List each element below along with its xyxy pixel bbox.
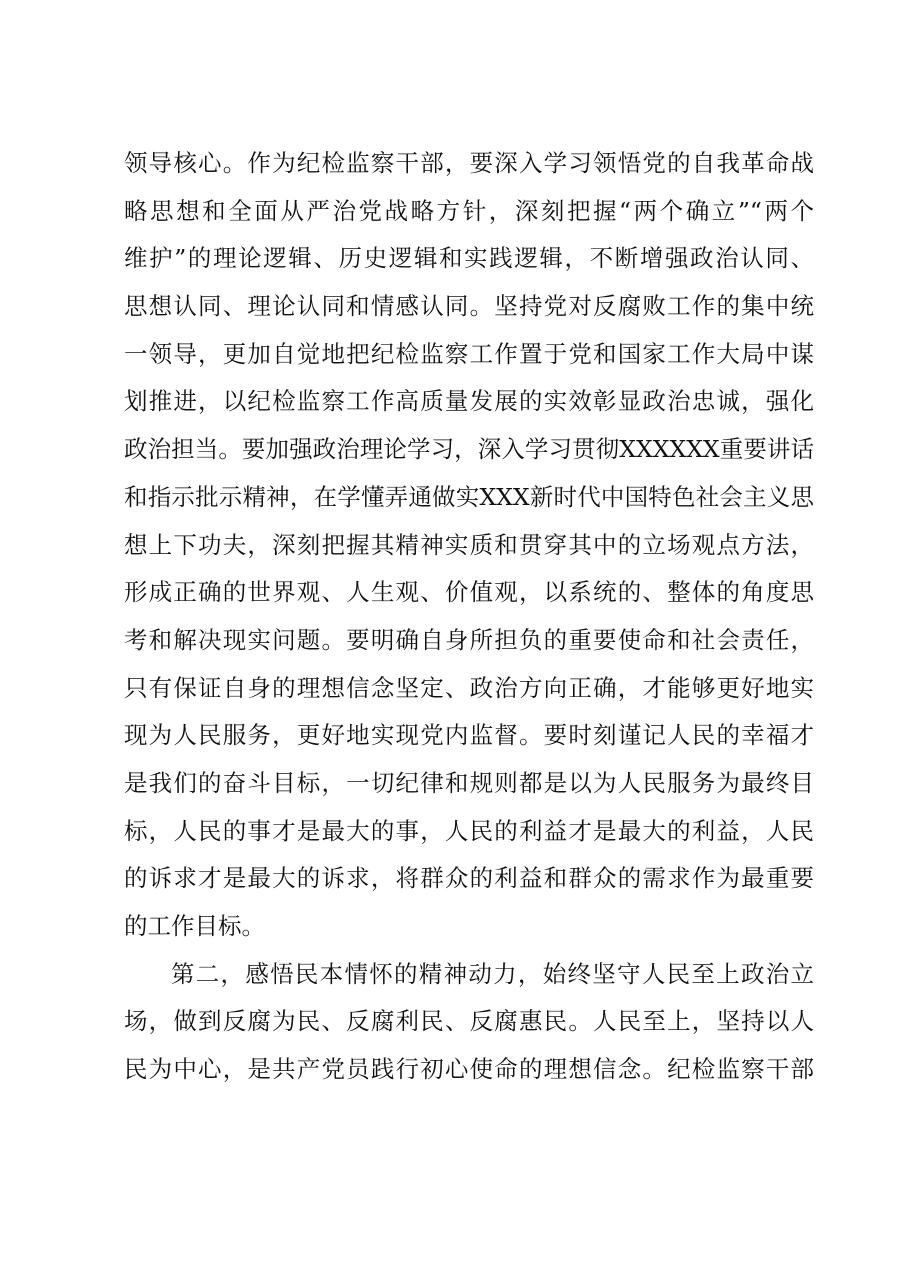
- text-line: 划推进，以纪检监察工作高质量发展的实效彰显政治忠诚，强化: [124, 387, 814, 416]
- text-line: 政治担当。要加强政治理论学习，深入学习贯彻XXXXXX重要讲话: [124, 435, 814, 464]
- text-line-last: 的工作目标。: [124, 912, 265, 940]
- paragraph-2: [124, 951, 814, 1094]
- text-line: 只有保证自身的理想信念坚定、政治方向正确，才能够更好地实: [124, 673, 814, 702]
- text-line: 现为人民服务，更好地实现党内监督。要时刻谨记人民的幸福才: [124, 721, 814, 750]
- paragraph-1: [124, 140, 814, 951]
- document-body: [124, 140, 814, 1094]
- text-line: 和指示批示精神，在学懂弄通做实XXX新时代中国特色社会主义思: [124, 482, 814, 511]
- text-line: 领导核心。作为纪检监察干部，要深入学习领悟党的自我革命战: [124, 149, 814, 177]
- text-line: 略思想和全面从严治党战略方针，深刻把握“两个确立”“两个: [124, 196, 814, 225]
- text-line: 想上下功夫，深刻把握其精神实质和贯穿其中的立场观点方法，: [124, 530, 814, 559]
- text-line: 标，人民的事才是最大的事，人民的利益才是最大的利益，人民: [124, 816, 814, 845]
- text-line-first: 第二，感悟民本情怀的精神动力，始终坚守人民至上政治立: [171, 959, 814, 988]
- text-line: 民为中心，是共产党员践行初心使命的理想信念。纪检监察干部: [124, 1055, 814, 1084]
- text-line: 一领导，更加自觉地把纪检监察工作置于党和国家工作大局中谋: [124, 339, 814, 368]
- text-line: 维护”的理论逻辑、历史逻辑和实践逻辑，不断增强政治认同、: [124, 244, 814, 273]
- text-line: 场，做到反腐为民、反腐利民、反腐惠民。人民至上，坚持以人: [124, 1007, 814, 1036]
- text-line: 的诉求才是最大的诉求，将群众的利益和群众的需求作为最重要: [124, 864, 814, 893]
- text-line: 思想认同、理论认同和情感认同。坚持党对反腐败工作的集中统: [124, 292, 814, 321]
- text-line: 形成正确的世界观、人生观、价值观，以系统的、整体的角度思: [124, 578, 814, 607]
- text-line: 考和解决现实问题。要明确自身所担负的重要使命和社会责任，: [124, 625, 814, 654]
- text-line: 是我们的奋斗目标，一切纪律和规则都是以为人民服务为最终目: [124, 768, 814, 797]
